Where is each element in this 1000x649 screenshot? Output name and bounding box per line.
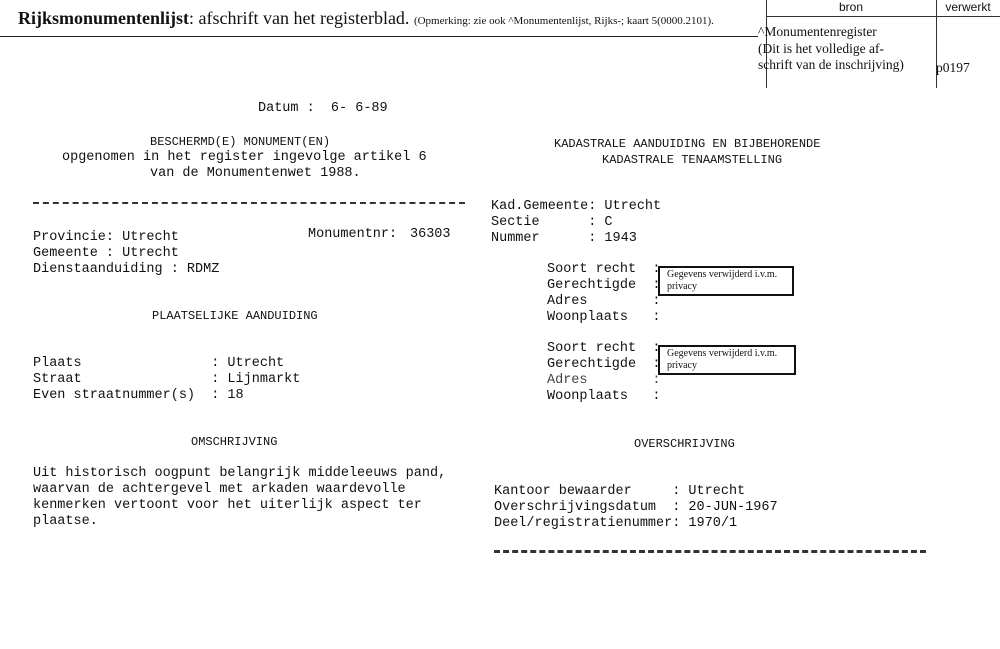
left-heading-line: opgenomen in het register ingevolge artikel 6 <box>62 150 427 165</box>
dienstaanduiding: Dienstaanduiding : RDMZ <box>33 262 220 277</box>
gerechtigde-label: Gerechtigde : <box>547 278 661 293</box>
soort-recht-label: Soort recht : <box>547 341 661 356</box>
bron-reference <box>758 24 904 74</box>
title-bold: Rijksmonumentenlijst <box>18 8 190 28</box>
omschrijving-line: waarvan de achtergevel met arkaden waardevolle <box>33 482 406 497</box>
column-header-verwerkt: verwerkt <box>945 0 991 14</box>
soort-recht-label: Soort recht : <box>547 262 661 277</box>
plaatselijke-heading: PLAATSELIJKE AANDUIDING <box>152 309 318 323</box>
left-heading-line: van de Monumentenwet 1988. <box>150 166 361 181</box>
gerechtigde-label: Gerechtigde : <box>547 357 661 372</box>
omschrijving-line: plaatse. <box>33 514 98 529</box>
right-heading-line: KADASTRALE TENAAMSTELLING <box>602 153 783 167</box>
privacy-redaction-box: Gegevens verwijderd i.v.m. privacy <box>658 345 796 375</box>
nummer: Nummer : 1943 <box>491 231 637 246</box>
omschrijving-heading: OMSCHRIJVING <box>191 435 278 449</box>
title-note: (Opmerking: zie ook ^Monumentenlijst, Rijks-; kaart 5(0000.2101). <box>413 15 714 27</box>
overschrijvingsdatum: Overschrijvingsdatum : 20-JUN-1967 <box>494 500 778 515</box>
deel-registratienummer: Deel/registratienummer: 1970/1 <box>494 516 738 531</box>
straatnummer: Even straatnummer(s) : 18 <box>33 388 244 403</box>
column-header-bron: bron <box>838 0 864 14</box>
woonplaats-label: Woonplaats : <box>547 389 661 404</box>
provincie: Provincie: Utrecht <box>33 230 179 245</box>
bron-line: ^Monumentenregister <box>758 24 877 39</box>
separator-line <box>33 202 465 204</box>
kantoor-bewaarder: Kantoor bewaarder : Utrecht <box>494 484 746 499</box>
bron-line: schrift van de inschrijving) <box>758 57 904 72</box>
omschrijving-line: kenmerken vertoont voor het uiterlijk aspect ter <box>33 498 422 513</box>
omschrijving-line: Uit historisch oogpunt belangrijk middeleeuws pand, <box>33 466 447 481</box>
woonplaats-label: Woonplaats : <box>547 310 661 325</box>
overschrijving-heading: OVERSCHRIJVING <box>634 437 735 451</box>
adres-label: Adres : <box>547 373 661 388</box>
left-heading-line: BESCHERMD(E) MONUMENT(EN) <box>150 135 331 149</box>
title-rest: : afschrift van het registerblad. <box>189 8 410 28</box>
separator-line <box>494 550 926 553</box>
sectie: Sectie : C <box>491 215 613 230</box>
kad-gemeente: Kad.Gemeente: Utrecht <box>491 199 662 214</box>
privacy-redaction-box: Gegevens verwijderd i.v.m. privacy <box>658 266 794 296</box>
plaats: Plaats : Utrecht <box>33 356 285 371</box>
document-title <box>18 8 714 29</box>
document-date: Datum : 6- 6-89 <box>258 101 388 116</box>
bron-line: (Dit is het volledige af- <box>758 40 884 56</box>
header-rule <box>0 36 758 37</box>
right-heading-line: KADASTRALE AANDUIDING EN BIJBEHORENDE <box>554 137 821 151</box>
monumentnr-label: Monumentnr: <box>308 227 398 242</box>
adres-label: Adres : <box>547 294 661 309</box>
column-header-rule <box>766 16 1000 17</box>
verwerkt-code: p0197 <box>936 60 970 75</box>
monumentnr-value: 36303 <box>410 227 451 242</box>
gemeente: Gemeente : Utrecht <box>33 246 179 261</box>
straat: Straat : Lijnmarkt <box>33 372 301 387</box>
